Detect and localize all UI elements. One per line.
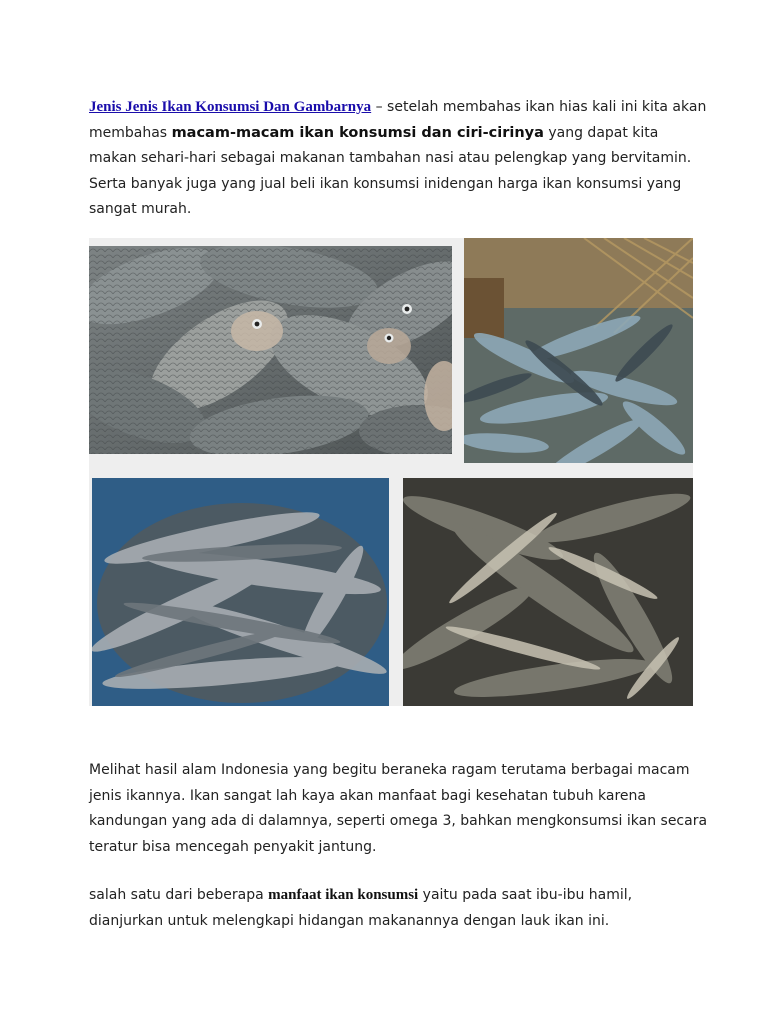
- article-title-link[interactable]: Jenis Jenis Ikan Konsumsi Dan Gambarnya: [89, 99, 372, 115]
- catfish-tub-photo: [92, 478, 389, 706]
- p3-end: yaitu pada saat ibu-ibu hamil, dianjurkan untuk melengkapi hidangan makanannya dengan lauk ikan ini.: [89, 887, 633, 929]
- benefits-paragraph: Melihat hasil alam Indonesia yang begitu beraneka ragam terutama berbagai macam jenis ikannya. Ikan sangat lah kaya akan manfaat bagi kesehatan tubuh karena kandungan yang ada di dalamnya, seperti omega 3, bahkan mengkonsumsi ikan secara teratur bisa mencegah penyakit jantung.: [89, 762, 708, 855]
- p3-start: salah satu dari beberapa: [89, 887, 269, 903]
- intro-text-1: – setelah membahas ikan hias kali ini kita akan membahas: [89, 99, 707, 141]
- p3-bold-phrase: manfaat ikan konsumsi: [268, 887, 419, 903]
- fish-photo-collage: [89, 238, 693, 706]
- intro-text-2: yang dapat kita makan sehari-hari sebagai makanan tambahan nasi atau pelengkap yang bervitamin. Serta banyak juga yang jual beli ikan konsumsi inidengan harga ikan konsumsi yang sangat murah.: [89, 124, 692, 217]
- tilapia-photo: [89, 246, 452, 454]
- intro-paragraph: [89, 95, 709, 223]
- pregnancy-paragraph: [89, 883, 709, 934]
- catfish-basket-photo: [464, 238, 693, 463]
- intro-bold-phrase: macam-macam ikan konsumsi dan ciri-cirinya: [171, 124, 544, 141]
- catfish-pile-photo: [403, 478, 693, 706]
